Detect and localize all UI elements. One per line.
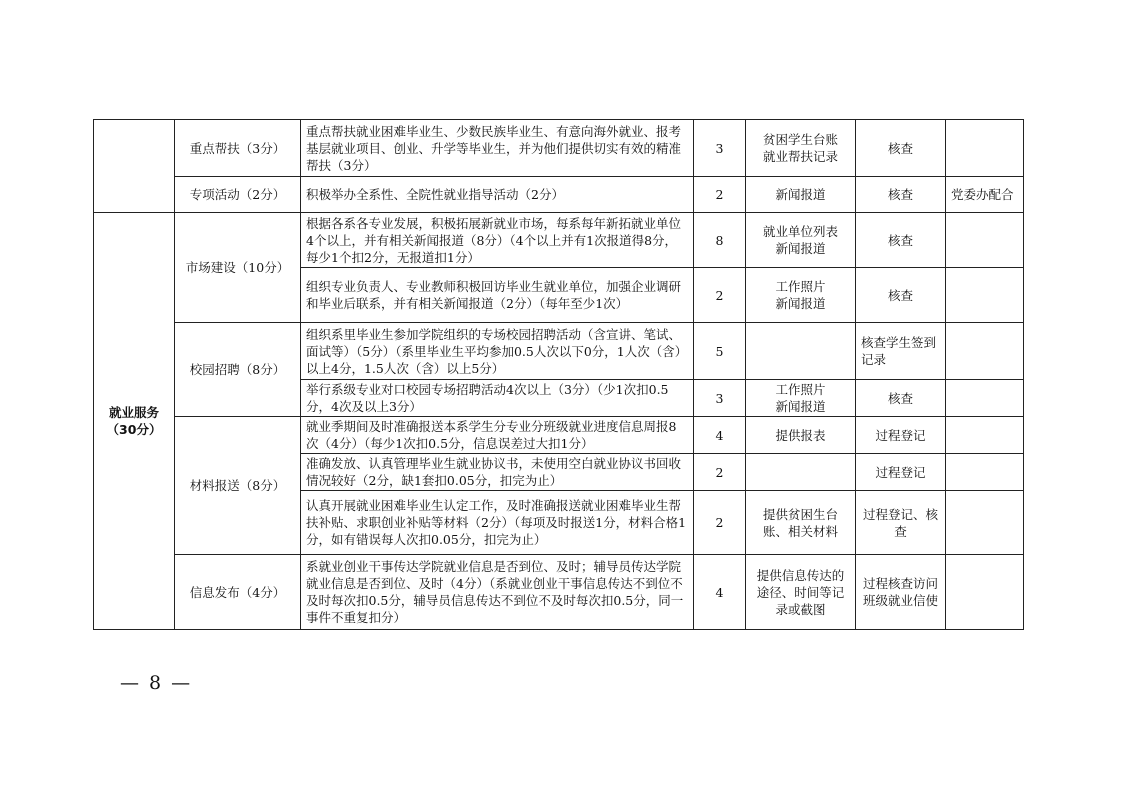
material-cell: 贫困学生台账 就业帮扶记录 <box>746 120 856 177</box>
category-score: （30分） <box>106 422 162 437</box>
sub-item-cell: 市场建设（10分） <box>175 213 301 323</box>
note-cell <box>946 555 1024 630</box>
material-cell: 就业单位列表 新闻报道 <box>746 213 856 268</box>
score-cell: 2 <box>694 268 746 323</box>
score-cell: 4 <box>694 417 746 454</box>
sub-item-cell: 重点帮扶（3分） <box>175 120 301 177</box>
score-cell: 2 <box>694 454 746 491</box>
material-cell: 提供信息传达的途径、时间等记录或截图 <box>746 555 856 630</box>
method-cell: 核查 <box>856 213 946 268</box>
evaluation-table <box>93 119 1024 630</box>
score-cell: 8 <box>694 213 746 268</box>
note-cell <box>946 491 1024 555</box>
material-cell: 工作照片 新闻报道 <box>746 268 856 323</box>
method-cell: 过程登记 <box>856 417 946 454</box>
note-cell <box>946 454 1024 491</box>
score-cell: 2 <box>694 177 746 213</box>
note-cell <box>946 417 1024 454</box>
material-cell <box>746 454 856 491</box>
table-row <box>94 213 1024 268</box>
note-cell <box>946 268 1024 323</box>
table-row <box>94 417 1024 454</box>
category-cell <box>94 213 175 630</box>
note-cell <box>946 323 1024 380</box>
sub-item-cell: 材料报送（8分） <box>175 417 301 555</box>
material-cell: 新闻报道 <box>746 177 856 213</box>
score-cell: 3 <box>694 120 746 177</box>
method-cell: 核查学生签到记录 <box>856 323 946 380</box>
table-row <box>94 323 1024 380</box>
table-row <box>94 177 1024 213</box>
score-cell: 4 <box>694 555 746 630</box>
content-cell: 准确发放、认真管理毕业生就业协议书，未使用空白就业协议书回收情况较好（2分，缺1套扣0.05分，扣完为止） <box>301 454 694 491</box>
method-cell: 核查 <box>856 268 946 323</box>
sub-item-cell: 专项活动（2分） <box>175 177 301 213</box>
content-cell: 就业季期间及时准确报送本系学生分专业分班级就业进度信息周报8次（4分）（每少1次扣0.5分，信息误差过大扣1分） <box>301 417 694 454</box>
content-cell: 根据各系各专业发展，积极拓展新就业市场，每系每年新拓就业单位4个以上，并有相关新闻报道（8分）（4个以上并有1次报道得8分，每少1个扣2分，无报道扣1分） <box>301 213 694 268</box>
sub-item-cell: 校园招聘（8分） <box>175 323 301 417</box>
method-cell: 核查 <box>856 120 946 177</box>
page-number: — 8 — <box>120 672 193 694</box>
note-cell <box>946 213 1024 268</box>
score-cell: 2 <box>694 491 746 555</box>
content-cell: 系就业创业干事传达学院就业信息是否到位、及时；辅导员传达学院就业信息是否到位、及时（4分）（系就业创业干事信息传达不到位不及时每次扣0.5分，辅导员信息传达不到位不及时每次扣0.5分，同一事件不重复扣分） <box>301 555 694 630</box>
content-cell: 积极举办全系性、全院性就业指导活动（2分） <box>301 177 694 213</box>
note-cell: 党委办配合 <box>946 177 1024 213</box>
note-cell <box>946 120 1024 177</box>
category-name: 就业服务 <box>108 405 159 420</box>
method-cell: 过程核查访问班级就业信使 <box>856 555 946 630</box>
note-cell <box>946 380 1024 417</box>
material-cell: 提供贫困生台账、相关材料 <box>746 491 856 555</box>
material-cell <box>746 323 856 380</box>
material-cell: 工作照片 新闻报道 <box>746 380 856 417</box>
table-row <box>94 555 1024 630</box>
category-cell-continued <box>94 120 175 213</box>
method-cell: 核查 <box>856 177 946 213</box>
score-cell: 3 <box>694 380 746 417</box>
content-cell: 重点帮扶就业困难毕业生、少数民族毕业生、有意向海外就业、报考基层就业项目、创业、升学等毕业生，并为他们提供切实有效的精准帮扶（3分） <box>301 120 694 177</box>
method-cell: 过程登记 <box>856 454 946 491</box>
method-cell: 核查 <box>856 380 946 417</box>
content-cell: 举行系级专业对口校园专场招聘活动4次以上（3分）（少1次扣0.5分，4次及以上3分） <box>301 380 694 417</box>
sub-item-cell: 信息发布（4分） <box>175 555 301 630</box>
method-cell: 过程登记、核查 <box>856 491 946 555</box>
content-cell: 认真开展就业困难毕业生认定工作，及时准确报送就业困难毕业生帮扶补贴、求职创业补贴等材料（2分）（每项及时报送1分，材料合格1分，如有错误每人次扣0.05分，扣完为止） <box>301 491 694 555</box>
score-cell: 5 <box>694 323 746 380</box>
material-cell: 提供报表 <box>746 417 856 454</box>
table-row <box>94 120 1024 177</box>
content-cell: 组织系里毕业生参加学院组织的专场校园招聘活动（含宣讲、笔试、面试等）（5分）（系里毕业生平均参加0.5人次以下0分，1人次（含）以上4分，1.5人次（含）以上5分） <box>301 323 694 380</box>
content-cell: 组织专业负责人、专业教师积极回访毕业生就业单位，加强企业调研和毕业后联系，并有相关新闻报道（2分）（每年至少1次） <box>301 268 694 323</box>
